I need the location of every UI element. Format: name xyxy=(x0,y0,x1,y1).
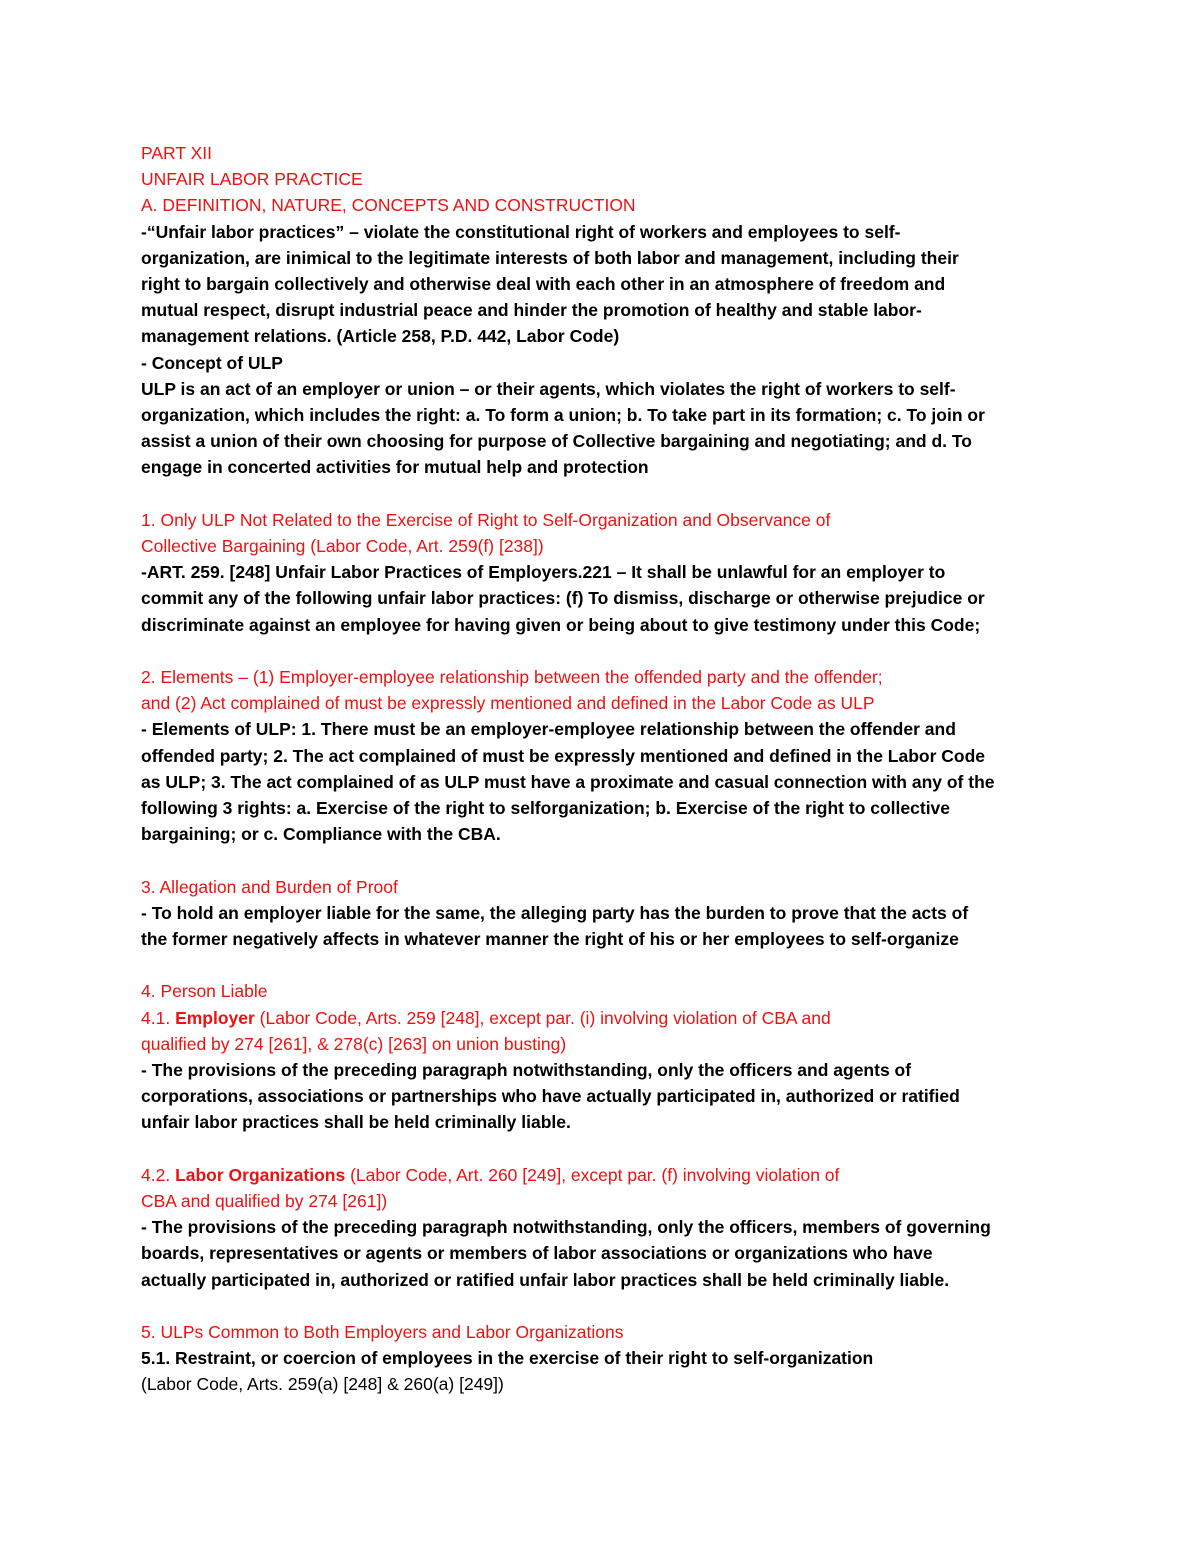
section-4-1-line: unfair labor practices shall be held criminally liable. xyxy=(141,1112,571,1133)
spacer xyxy=(141,1136,1061,1162)
section-4-1-line: - The provisions of the preceding paragraph notwithstanding, only the officers and agents of xyxy=(141,1060,912,1081)
section-3-line: the former negatively affects in whatever manner the right of his or her employees to self-organize xyxy=(141,929,959,950)
section-4-1-heading xyxy=(141,1005,1061,1031)
section-3-heading: 3. Allegation and Burden of Proof xyxy=(141,876,398,897)
spacer xyxy=(141,952,1061,978)
section-2-line: offended party; 2. The act complained of must be expressly mentioned and defined in the Labor Code xyxy=(141,745,986,766)
part-label: PART XII xyxy=(141,143,212,163)
definition-line: -“Unfair labor practices” – violate the constitutional right of workers and employees to self- xyxy=(141,221,901,242)
section-1-heading: Collective Bargaining (Labor Code, Art. 259(f) [238]) xyxy=(141,536,544,557)
section-4-2-title: Labor Organizations xyxy=(175,1164,346,1185)
section-1-heading: 1. Only ULP Not Related to the Exercise of Right to Self-Organization and Observance of xyxy=(141,509,831,530)
section-4-2-heading xyxy=(141,1162,1061,1188)
section-4-1-reference: (Labor Code, Arts. 259 [248], except par. (i) involving violation of CBA and xyxy=(254,1007,831,1028)
section-3-line: - To hold an employer liable for the same, the alleging party has the burden to prove that the acts of xyxy=(141,902,969,923)
section-4-1-line: corporations, associations or partnerships who have actually participated in, authorized or ratified xyxy=(141,1086,960,1107)
concept-line: organization, which includes the right: a. To form a union; b. To take part in its formation; c. To join or xyxy=(141,405,985,426)
section-2-heading: and (2) Act complained of must be expressly mentioned and defined in the Labor Code as ULP xyxy=(141,693,875,714)
section-5-1-reference: (Labor Code, Arts. 259(a) [248] & 260(a) [249]) xyxy=(141,1374,504,1395)
concept-line: ULP is an act of an employer or union – or their agents, which violates the right of workers to self- xyxy=(141,378,956,399)
spacer xyxy=(141,1293,1061,1319)
section-4-1-number: 4.1. xyxy=(141,1007,176,1028)
spacer xyxy=(141,481,1061,507)
section-4-2-number: 4.2. xyxy=(141,1164,176,1185)
section-5-heading: 5. ULPs Common to Both Employers and Labor Organizations xyxy=(141,1322,624,1343)
section-2-heading: 2. Elements – (1) Employer-employee relationship between the offended party and the offender; xyxy=(141,667,883,688)
spacer xyxy=(141,638,1061,664)
definition-line: management relations. (Article 258, P.D. 442, Labor Code) xyxy=(141,326,620,347)
definition-line: mutual respect, disrupt industrial peace and hinder the promotion of healthy and stable labor- xyxy=(141,300,922,321)
section-1-line: -ART. 259. [248] Unfair Labor Practices of Employers.221 – It shall be unlawful for an employer to xyxy=(141,562,946,583)
section-4-2-heading-cont: CBA and qualified by 274 [261]) xyxy=(141,1191,388,1212)
section-4-2-line: actually participated in, authorized or ratified unfair labor practices shall be held criminally liable. xyxy=(141,1269,950,1290)
section-2-line: following 3 rights: a. Exercise of the right to selforganization; b. Exercise of the right to collective xyxy=(141,798,951,819)
section-4-heading: 4. Person Liable xyxy=(141,981,268,1002)
section-4-1-title: Employer xyxy=(175,1007,255,1028)
section-1-line: discriminate against an employee for having given or being about to give testimony under this Code; xyxy=(141,614,981,635)
section-4-2-line: boards, representatives or agents or members of labor associations or organizations who have xyxy=(141,1243,933,1264)
section-1-line: commit any of the following unfair labor practices: (f) To dismiss, discharge or otherwise prejudice or xyxy=(141,588,985,609)
definition-line: organization, are inimical to the legitimate interests of both labor and management, including their xyxy=(141,247,959,268)
page-title: UNFAIR LABOR PRACTICE xyxy=(141,169,363,190)
section-2-line: bargaining; or c. Compliance with the CBA. xyxy=(141,824,501,845)
section-a-heading: A. DEFINITION, NATURE, CONCEPTS AND CONSTRUCTION xyxy=(141,195,636,216)
section-5-1-heading: 5.1. Restraint, or coercion of employees in the exercise of their right to self-organization xyxy=(141,1348,874,1369)
section-4-1-heading-cont: qualified by 274 [261], & 278(c) [263] on union busting) xyxy=(141,1033,567,1054)
definition-line: right to bargain collectively and otherwise deal with each other in an atmosphere of freedom and xyxy=(141,274,946,295)
section-4-2-line: - The provisions of the preceding paragraph notwithstanding, only the officers, members of governing xyxy=(141,1217,991,1238)
spacer xyxy=(141,847,1061,873)
concept-label: - Concept of ULP xyxy=(141,352,283,373)
section-2-line: as ULP; 3. The act complained of as ULP must have a proximate and casual connection with any of the xyxy=(141,771,995,792)
section-2-line: - Elements of ULP: 1. There must be an employer-employee relationship between the offender and xyxy=(141,719,956,740)
concept-line: assist a union of their own choosing for purpose of Collective bargaining and negotiating; and d. To xyxy=(141,431,972,452)
section-4-2-reference: (Labor Code, Art. 260 [249], except par. (f) involving violation of xyxy=(345,1164,840,1185)
concept-line: engage in concerted activities for mutual help and protection xyxy=(141,457,649,478)
document-page xyxy=(141,140,1061,1398)
